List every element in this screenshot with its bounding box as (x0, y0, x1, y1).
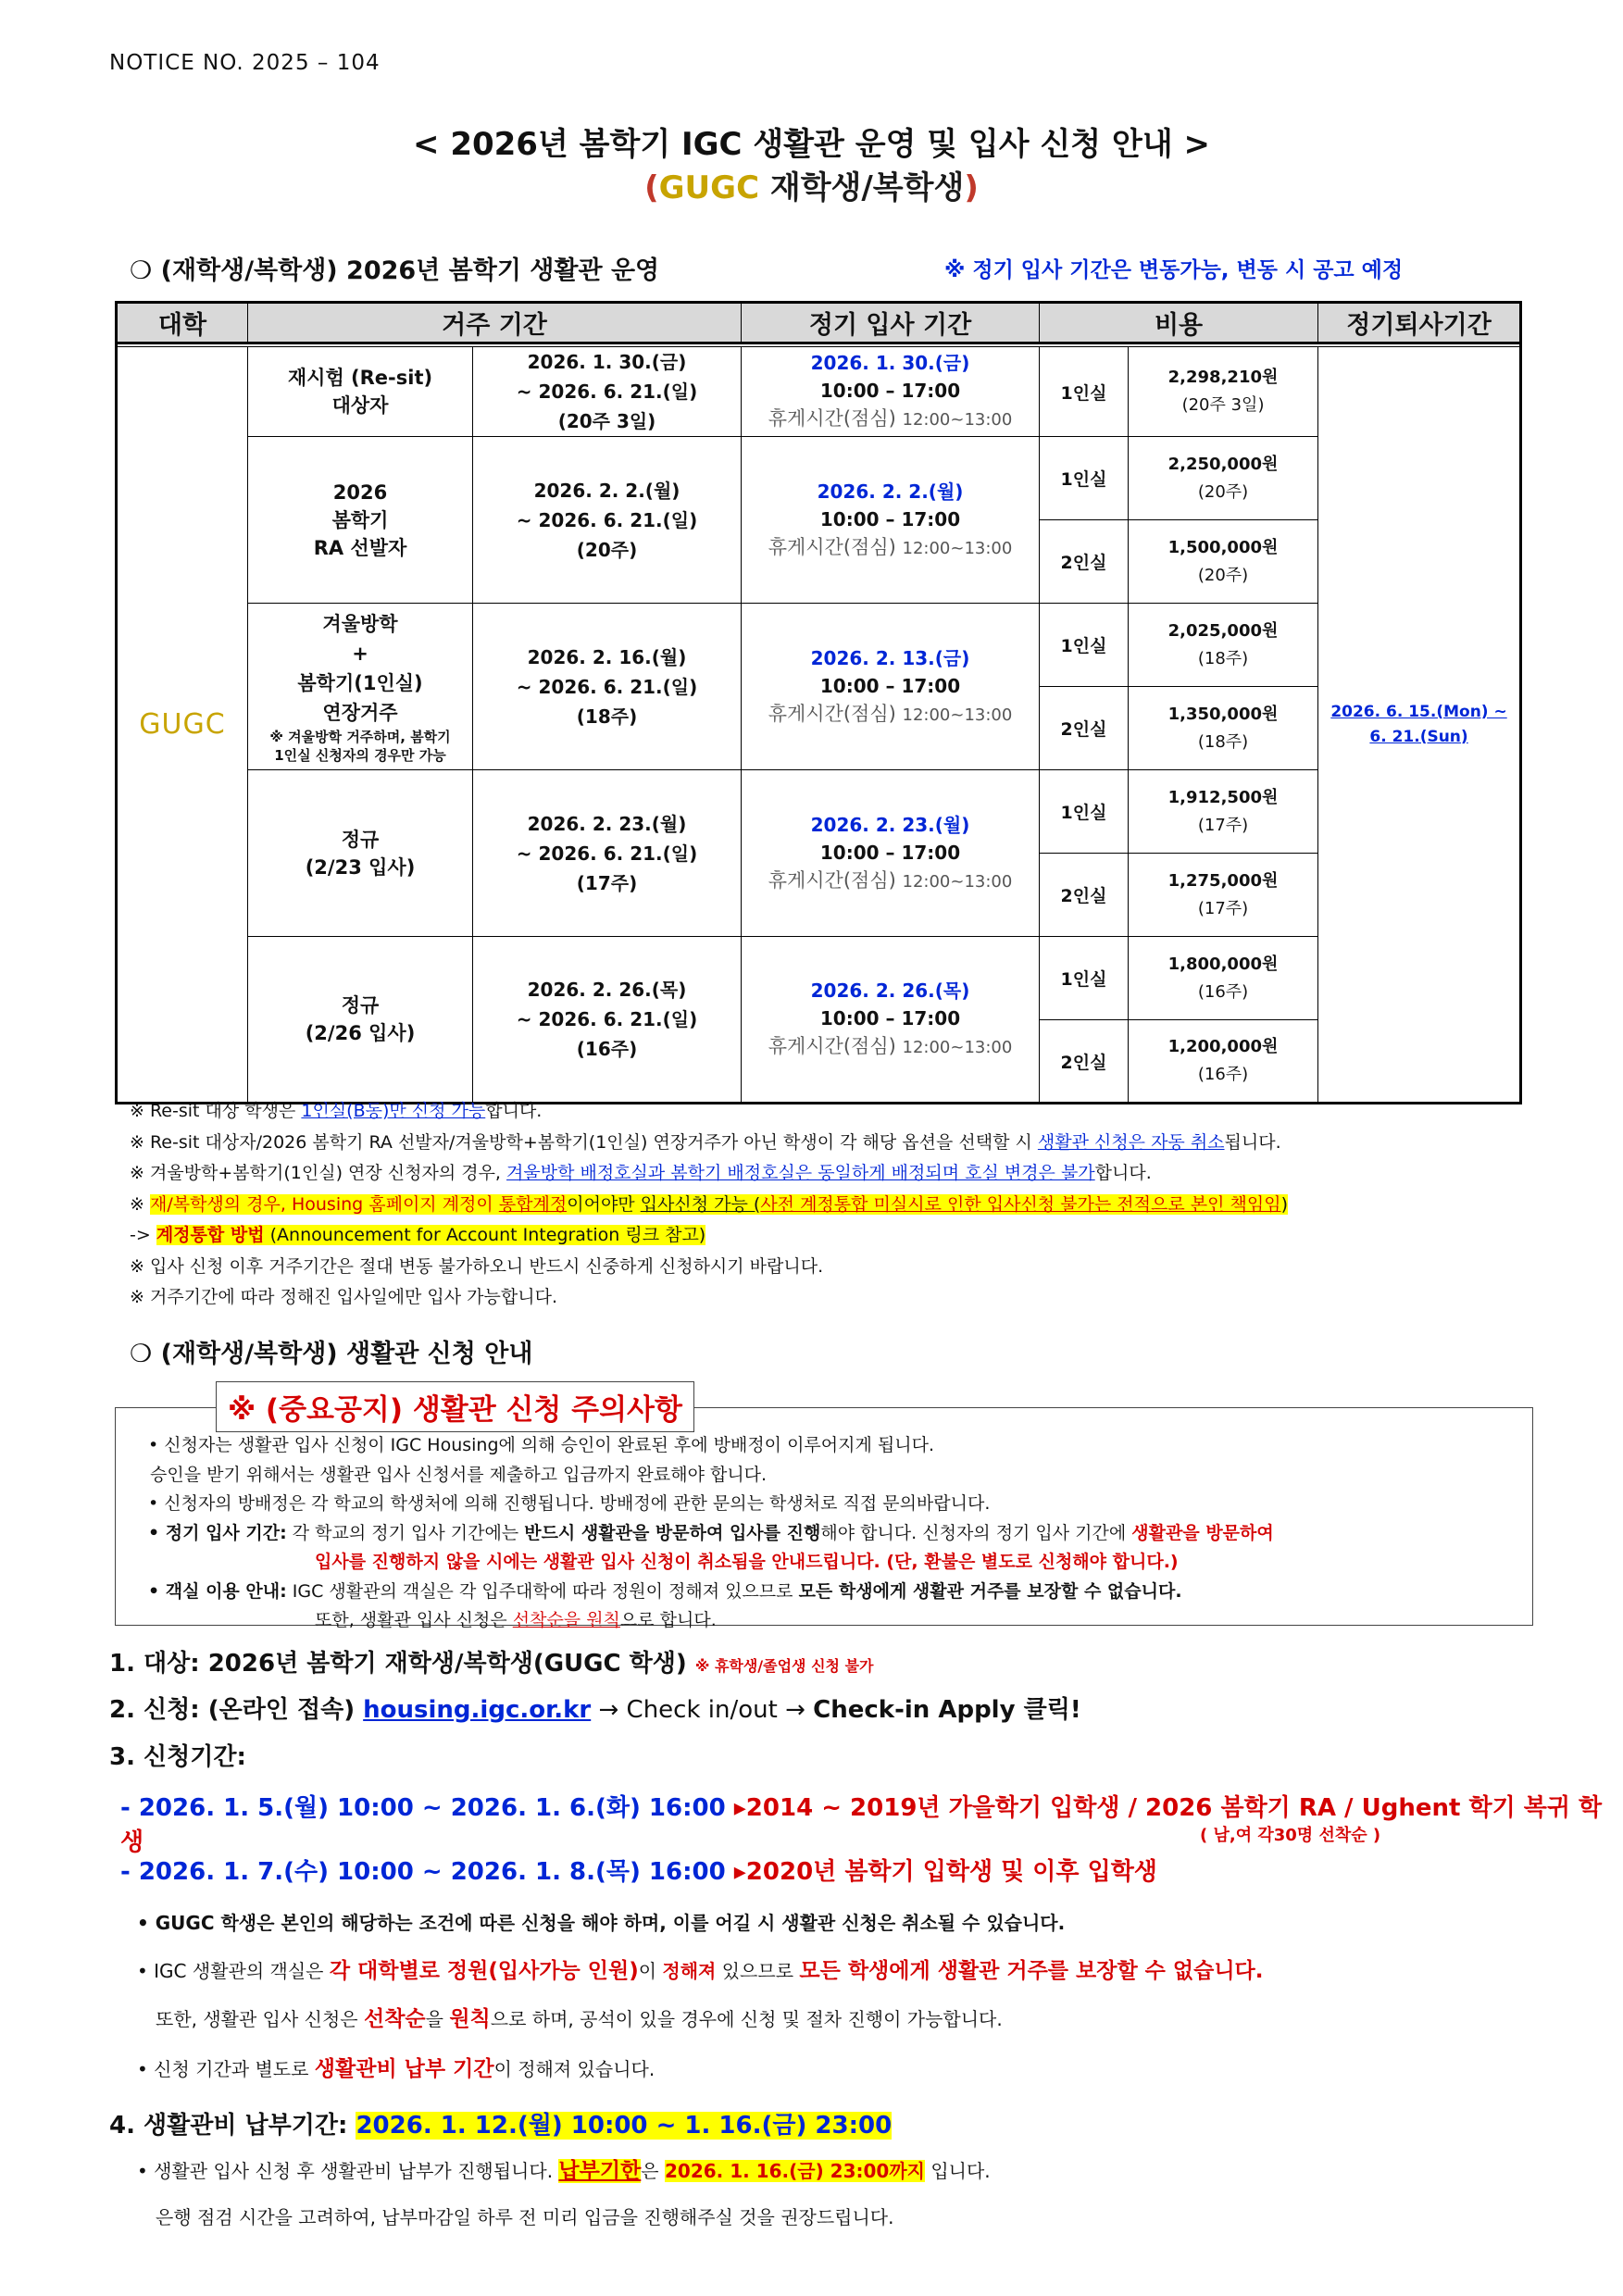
item-period: 3. 신청기간: (109, 1743, 246, 1771)
page-subtitle: (GUGC 재학생/복학생) (644, 169, 979, 206)
note-account: ※ 재/복학생의 경우, Housing 홈페이지 계정이 통합계정이어야만 입사신청 가능 (사전 계정통합 미실시로 인한 입사신청 불가는 전적으로 본인 책임임) (130, 1193, 1288, 1215)
row-resit-room-single: 1인실 (1040, 347, 1129, 437)
section-operation-note: ※ 정기 입사 기간은 변동가능, 변동 시 공고 예정 (944, 258, 1404, 282)
row-winter-room-double: 2인실 (1040, 687, 1129, 770)
row-regular-223-room-single: 1인실 (1040, 770, 1129, 854)
bullet-first-come: 또한, 생활관 입사 신청은 선착순을 원칙으로 하며, 공석이 있을 경우에 신청 및 절차 진행이 가능합니다. (156, 2007, 1003, 2031)
table-notes (130, 1096, 1555, 1314)
row-regular-223-period: 2026. 2. 23.(월) ~ 2026. 6. 21.(일) (17주) (473, 770, 742, 937)
row-regular-223-cost-double: 1,275,000원 (17주) (1129, 854, 1318, 937)
bullet-bank-note: 은행 점검 시간을 고려하여, 납부마감일 하루 전 미리 입금을 진행해주실 것을 권장드립니다. (156, 2206, 894, 2228)
bullet-capacity: • IGC 생활관의 객실은 각 대학별로 정원(입사가능 인원)이 정해져 있으므로 모든 학생에게 생활관 거주를 보장할 수 없습니다. (137, 1959, 1264, 1983)
row-resit-category: 재시험 (Re-sit) 대상자 (248, 347, 473, 437)
item-apply: 2. 신청: (온라인 접속) housing.igc.or.kr → Check in/out → Check-in Apply 클릭! (109, 1696, 1081, 1724)
note-no-change: ※ 입사 신청 이후 거주기간은 절대 변동 불가하오니 반드시 신중하게 신청하시기 바랍니다. (130, 1255, 824, 1277)
row-regular-223-entry: 2026. 2. 23.(월) 10:00 – 17:00 휴게시간(점심) 12:00~13:00 (742, 770, 1040, 937)
row-regular-226-period: 2026. 2. 26.(목) ~ 2026. 6. 21.(일) (16주) (473, 937, 742, 1104)
schedule-2: - 2026. 1. 7.(수) 10:00 ~ 2026. 1. 8.(목) 16:00 ▸2020년 봄학기 입학생 및 이후 입학생 (120, 1858, 1157, 1886)
header-stay-period: 거주 기간 (248, 303, 742, 343)
college-cell (117, 347, 248, 1104)
row-winter-cost-double: 1,350,000원 (18주) (1129, 687, 1318, 770)
note-auto-cancel: ※ Re-sit 대상자/2026 봄학기 RA 선발자/겨울방학+봄학기(1인실) 연장거주가 아닌 학생이 각 해당 옵션을 선택할 시 생활관 신청은 자동 취소됩니다. (130, 1131, 1281, 1153)
header-entry-period: 정기 입사 기간 (742, 303, 1040, 343)
header-cost: 비용 (1040, 303, 1318, 343)
bullet-gugc-condition: • GUGC 학생은 본인의 해당하는 조건에 따른 신청을 해야 하며, 이를 어길 시 생활관 신청은 취소될 수 있습니다. (137, 1912, 1066, 1934)
row-ra-period: 2026. 2. 2.(월) ~ 2026. 6. 21.(일) (20주) (473, 437, 742, 604)
row-regular-226-category: 정규 (2/26 입사) (248, 937, 473, 1104)
row-ra-cost-single: 2,250,000원 (20주) (1129, 437, 1318, 520)
row-winter-period: 2026. 2. 16.(월) ~ 2026. 6. 21.(일) (18주) (473, 604, 742, 770)
header-checkout: 정기퇴사기간 (1318, 303, 1521, 343)
section-apply-title: ❍ (재학생/복학생) 생활관 신청 안내 (130, 1340, 533, 1368)
note-entry-date: ※ 거주기간에 따라 정해진 입사일에만 입사 가능합니다. (130, 1287, 557, 1307)
row-regular-226-cost-single: 1,800,000원 (16주) (1129, 937, 1318, 1020)
row-resit-entry: 2026. 1. 30.(금) 10:00 – 17:00 휴게시간(점심) 12:00~13:00 (742, 347, 1040, 437)
row-winter-room-single: 1인실 (1040, 604, 1129, 687)
bullet-payment-deadline: • 생활관 입사 신청 후 생활관비 납부가 진행됩니다. 납부기한은 2026. 1. 16.(금) 23:00까지 입니다. (137, 2159, 991, 2183)
row-ra-entry: 2026. 2. 2.(월) 10:00 – 17:00 휴게시간(점심) 12:00~13:00 (742, 437, 1040, 604)
important-text: • 신청자는 생활관 입사 신청이 IGC Housing에 의해 승인이 완료된 후에 방배정이 이루어지게 됩니다. 승인을 받기 위해서는 생활관 입사 신청서를 제출하고 입금까지 완료해야 합니다. • 신청자의 방배정은 각 학교의 학생처에 의해 진행됩니다. 방배정에 관한 문의는 학생처로 직접 문의바랍니다. • 정기 입사 기간: 각 학교의 정기 입사 기간에는 반드시 생활관을 방문하여 입사를 진행해야 합니다. 신청자의 정기 입사 기간에 생활관을 방문하여 입사를 진행하지 않을 시에는 생활관 입사 신청이 취소됨을 안내드립니다. (단, 환불은 별도로 신청해야 합니다.) • 객실 이용 안내: IGC 생활관의 객실은 각 입주대학에 따라 정원이 정해져 있으므로 모든 학생에게 생활관 거주를 보장할 수 없습니다. 또한, 생활관 입사 신청은 선착순을 원칙으로 합니다. (148, 1435, 1274, 1630)
section-operation-title: ❍ (재학생/복학생) 2026년 봄학기 생활관 운영 (130, 256, 660, 285)
row-resit-cost-single: 2,298,210원 (20주 3일) (1129, 347, 1318, 437)
row-ra-room-single: 1인실 (1040, 437, 1129, 520)
row-regular-223-category: 정규 (2/23 입사) (248, 770, 473, 937)
operation-table (115, 301, 1522, 1104)
row-winter-cost-single: 2,025,000원 (18주) (1129, 604, 1318, 687)
row-winter-entry: 2026. 2. 13.(금) 10:00 – 17:00 휴게시간(점심) 12:00~13:00 (742, 604, 1040, 770)
item-target: 1. 대상: 2026년 봄학기 재학생/복학생(GUGC 학생) ※ 휴학생/졸업생 신청 불가 (109, 1650, 874, 1678)
row-regular-223-cost-single: 1,912,500원 (17주) (1129, 770, 1318, 854)
row-ra-room-double: 2인실 (1040, 520, 1129, 604)
schedule-1: - 2026. 1. 5.(월) 10:00 ~ 2026. 1. 6.(화) 16:00 ▸2014 ~ 2019년 가을학기 입학생 / 2026 봄학기 RA / Ughent 학기 복귀 학생 (120, 1794, 1603, 1856)
schedule-1-note: ( 남,여 각30명 선착순 ) (1200, 1826, 1381, 1845)
important-title: ※ (중요공지) 생활관 신청 주의사항 (216, 1381, 694, 1432)
row-regular-226-room-double: 2인실 (1040, 1020, 1129, 1104)
gugc-logo: GUGC (139, 708, 226, 741)
header-college: 대학 (117, 303, 248, 343)
row-winter-category: 겨울방학 + 봄학기(1인실) 연장거주 ※ 겨울방학 거주하며, 봄학기 1인실 신청자의 경우만 가능 (248, 604, 473, 770)
note-winter-room: ※ 겨울방학+봄학기(1인실) 연장 신청자의 경우, 겨울방학 배정호실과 봄학기 배정호실은 동일하게 배정되며 호실 변경은 불가합니다. (130, 1163, 1152, 1183)
row-regular-226-entry: 2026. 2. 26.(목) 10:00 – 17:00 휴게시간(점심) 12:00~13:00 (742, 937, 1040, 1104)
note-resit: ※ Re-sit 대상 학생은 1인실(B동)만 신청 가능합니다. (130, 1101, 543, 1121)
item-payment: 4. 생활관비 납부기간: 2026. 1. 12.(월) 10:00 ~ 1. 16.(금) 23:00 (109, 2112, 893, 2140)
row-regular-226-room-single: 1인실 (1040, 937, 1129, 1020)
page-title: < 2026년 봄학기 IGC 생활관 운영 및 입사 신청 안내 > (413, 126, 1210, 163)
note-account-link[interactable]: -> 계정통합 방법 (Announcement for Account Integration 링크 참고) (130, 1225, 706, 1245)
row-ra-category: 2026 봄학기 RA 선발자 (248, 437, 473, 604)
housing-link[interactable]: housing.igc.or.kr (363, 1696, 592, 1724)
row-regular-223-room-double: 2인실 (1040, 854, 1129, 937)
row-regular-226-cost-double: 1,200,000원 (16주) (1129, 1020, 1318, 1104)
checkout-cell: 2026. 6. 15.(Mon) ~ 6. 21.(Sun) (1318, 347, 1521, 1104)
notice-number: NOTICE NO. 2025 – 104 (109, 51, 381, 75)
row-ra-cost-double: 1,500,000원 (20주) (1129, 520, 1318, 604)
bullet-payment-period: • 신청 기간과 별도로 생활관비 납부 기간이 정해져 있습니다. (137, 2057, 655, 2081)
row-resit-period: 2026. 1. 30.(금) ~ 2026. 6. 21.(일) (20주 3일) (473, 347, 742, 437)
